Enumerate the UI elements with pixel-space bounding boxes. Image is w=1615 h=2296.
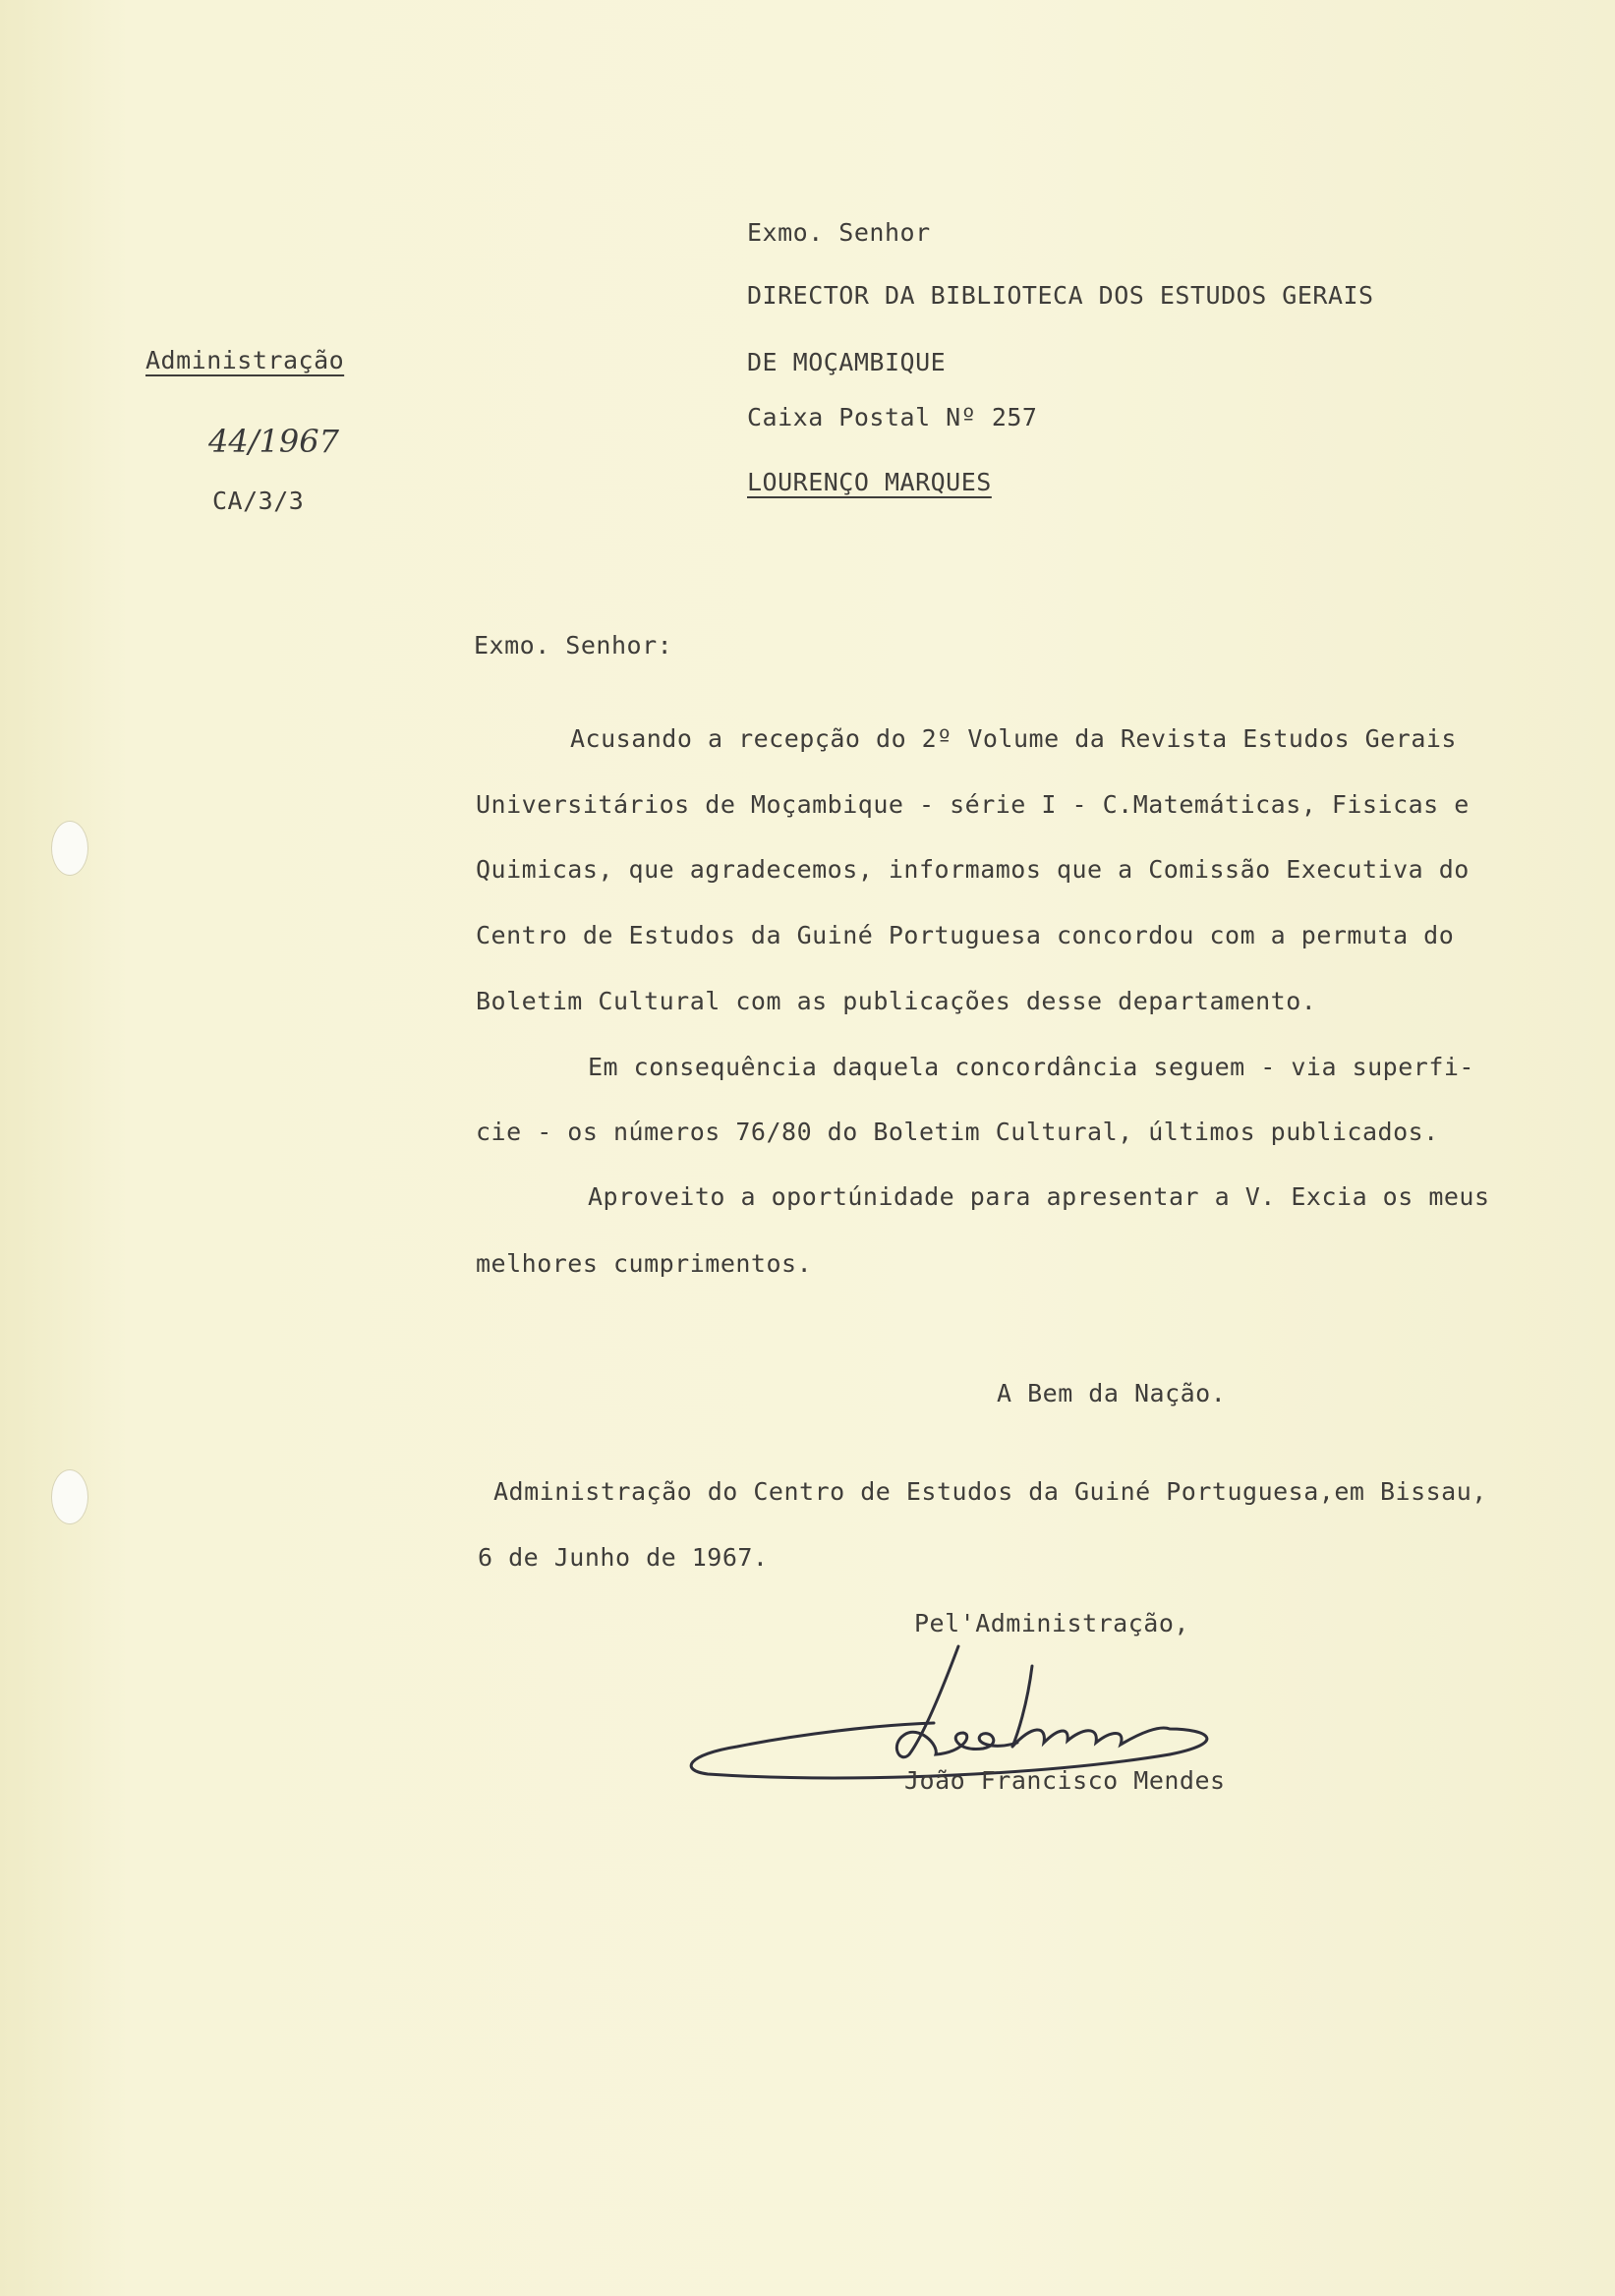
margin-reference: 44/1967 [208, 423, 339, 460]
body-p1-line-3: Quimicas, que agradecemos, informamos que a Comissão Executiva do [476, 855, 1470, 884]
punch-hole-top [51, 821, 88, 876]
punch-hole-bottom [51, 1469, 88, 1524]
body-p2-line-2: cie - os números 76/80 do Boletim Cultural, últimos publicados. [476, 1118, 1439, 1146]
addressee-line-3: DE MOÇAMBIQUE [747, 348, 947, 376]
closing-formula: A Bem da Nação. [997, 1379, 1227, 1407]
body-p3-line-2: melhores cumprimentos. [476, 1249, 813, 1278]
handwritten-signature [678, 1627, 1288, 1784]
addressee-line-5: LOURENÇO MARQUES [747, 468, 992, 496]
letter-date: 6 de Junho de 1967. [478, 1543, 769, 1572]
addressee-line-4: Caixa Postal Nº 257 [747, 403, 1038, 431]
margin-file-code: CA/3/3 [212, 487, 305, 515]
body-p3-line-1: Aproveito a oportúnidade para apresentar a V. Excia os meus [588, 1182, 1490, 1211]
body-p1-line-2: Universitários de Moçambique - série I - C.Matemáticas, Fisicas e [476, 790, 1470, 819]
addressee-line-2: DIRECTOR DA BIBLIOTECA DOS ESTUDOS GERAIS [747, 281, 1374, 310]
margin-department: Administração [145, 346, 345, 374]
body-p2-line-1: Em consequência daquela concordância seguem - via superfi- [588, 1053, 1474, 1081]
addressee-line-1: Exmo. Senhor [747, 218, 931, 247]
body-p1-line-5: Boletim Cultural com as publicações desse departamento. [476, 987, 1317, 1015]
sender-line: Administração do Centro de Estudos da Guiné Portuguesa,em Bissau, [493, 1477, 1487, 1506]
salutation: Exmo. Senhor: [474, 631, 673, 660]
body-p1-line-4: Centro de Estudos da Guiné Portuguesa concordou com a permuta do [476, 921, 1455, 949]
signature-on-behalf: Pel'Administração, [914, 1609, 1189, 1637]
signatory-name: João Francisco Mendes [904, 1766, 1226, 1795]
body-p1-line-1: Acusando a recepção do 2º Volume da Revista Estudos Gerais [570, 724, 1457, 753]
